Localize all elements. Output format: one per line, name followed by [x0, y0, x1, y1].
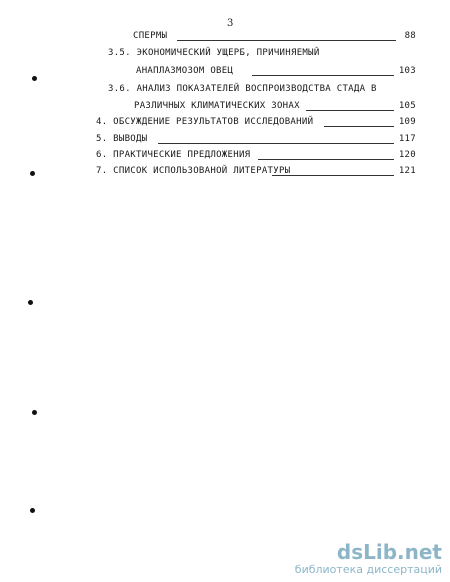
toc-entry-text: 3.6. АНАЛИЗ ПОКАЗАТЕЛЕЙ ВОСПРОИЗВОДСТВА СТАДА В	[108, 84, 377, 94]
toc-entry-text: 3.5. ЭКОНОМИЧЕСКИЙ УЩЕРБ, ПРИЧИНЯЕМЫЙ	[108, 48, 320, 58]
toc-entry-page: 117	[398, 134, 416, 144]
toc-entry-3-6-line1	[108, 84, 398, 95]
toc-entry-page: 120	[398, 150, 416, 160]
toc-entry-page: 88	[404, 31, 416, 41]
toc-entry-page: 121	[398, 166, 416, 176]
watermark	[295, 541, 442, 576]
toc-entry-text: АНАПЛАЗМОЗОМ ОВЕЦ	[136, 66, 234, 76]
toc-entry-page: 105	[398, 101, 416, 111]
toc-entry-text: 4. ОБСУЖДЕНИЕ РЕЗУЛЬТАТОВ ИССЛЕДОВАНИЙ	[96, 117, 314, 127]
toc-leader	[252, 75, 394, 76]
toc-entry-text: 5. ВЫВОДЫ	[96, 134, 148, 144]
toc-entry-5	[96, 134, 416, 145]
toc-leader	[324, 126, 394, 127]
toc-entry-page: 109	[398, 117, 416, 127]
toc-entry-text: 6. ПРАКТИЧЕСКИЕ ПРЕДЛОЖЕНИЯ	[96, 150, 251, 160]
toc-entry-page: 103	[398, 66, 416, 76]
toc-entry-4	[96, 117, 416, 128]
toc-leader	[158, 143, 394, 144]
binder-hole-mark	[32, 410, 37, 415]
binder-hole-mark	[30, 171, 35, 176]
toc-entry-text: СПЕРМЫ	[133, 31, 168, 41]
toc-leader	[272, 175, 394, 176]
toc-entry-3-5-line1	[108, 48, 348, 59]
watermark-logo: dsLib.net	[336, 540, 442, 564]
toc-entry-3-6-line2	[134, 101, 416, 112]
toc-entry-text: 7. СПИСОК ИСПОЛЬЗОВАНОЙ ЛИТЕРАТУРЫ	[96, 166, 291, 176]
toc-entry-spermy	[133, 31, 416, 42]
toc-entry-3-5-line2	[136, 66, 416, 77]
toc-entry-6	[96, 150, 416, 161]
binder-hole-mark	[32, 76, 37, 81]
binder-hole-mark	[28, 300, 33, 305]
watermark-subtitle: библиотека диссертаций	[294, 563, 442, 576]
page-number: 3	[227, 18, 234, 29]
toc-leader	[258, 159, 394, 160]
toc-leader	[177, 40, 396, 41]
toc-entry-7	[96, 166, 416, 177]
toc-leader	[306, 110, 394, 111]
toc-entry-text: РАЗЛИЧНЫХ КЛИМАТИЧЕСКИХ ЗОНАХ	[134, 101, 300, 111]
binder-hole-mark	[30, 508, 35, 513]
